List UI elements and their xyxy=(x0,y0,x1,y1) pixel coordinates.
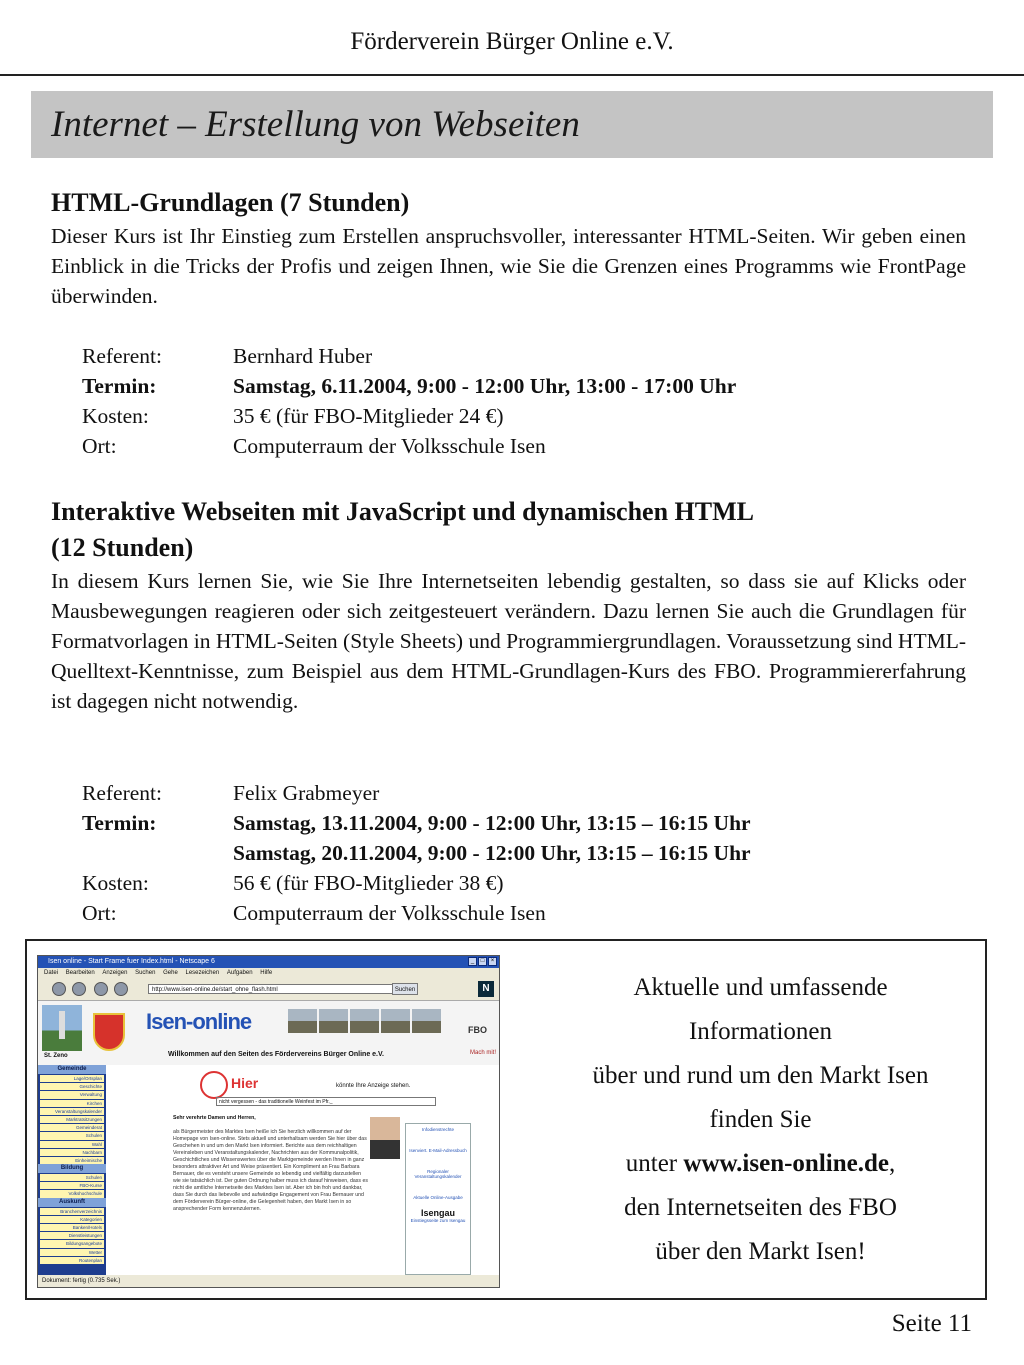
sidebar-item: Veranstaltungskalender xyxy=(40,1108,104,1115)
isengau-logo: Isengau xyxy=(420,1208,455,1218)
course1-referent-label: Referent: xyxy=(82,344,162,368)
place-label: St. Zeno xyxy=(44,1053,68,1059)
browser-toolbar xyxy=(38,978,499,1001)
promo-line4: finden Sie xyxy=(709,1106,812,1133)
course1-termin-row xyxy=(82,371,736,401)
sidebar-item: Verwaltung xyxy=(40,1091,104,1098)
hier-target-icon xyxy=(200,1071,228,1099)
course2-kosten-row xyxy=(82,868,751,898)
sidebar-item: Schulen xyxy=(40,1132,104,1139)
search-button: Suchen xyxy=(392,983,418,995)
course2-referent-row xyxy=(82,778,751,808)
section-title: Internet – Erstellung von Webseiten xyxy=(51,104,580,145)
course2-kosten-label: Kosten: xyxy=(82,871,149,895)
sidebar-item: Routenplan xyxy=(40,1257,104,1264)
church-photo xyxy=(42,1005,82,1051)
window-controls xyxy=(468,957,497,966)
menu-item: Aufgaben xyxy=(226,970,253,976)
course2-details xyxy=(82,778,751,928)
course2-termin2-spacer xyxy=(82,838,233,868)
sidebar-header: Bildung xyxy=(38,1164,106,1173)
sidebar-item: Volkshochschule xyxy=(40,1190,104,1197)
course2-ort: Computerraum der Volksschule Isen xyxy=(233,901,546,925)
promo-text xyxy=(548,966,973,1274)
browser-status: Dokument: fertig (0.735 Sek.) xyxy=(38,1275,499,1287)
course1-termin: Samstag, 6.11.2004, 9:00 - 12:00 Uhr, 13:00 - 17:00 Uhr xyxy=(233,374,737,398)
course2-termin2-row xyxy=(82,838,751,868)
course1-description: Dieser Kurs ist Ihr Einstieg zum Erstellen anspruchsvoller, interessanter HTML-Seiten. Wir geben einen Einblick in die Tricks der Profis und zeigen Ihnen, wie Sie die Grenzen eines Programms wie FrontPage überwinden. xyxy=(51,224,966,308)
mayor-text xyxy=(173,1115,368,1265)
browser-titlebar xyxy=(38,956,499,968)
netscape-logo: N xyxy=(478,981,494,997)
course1-details xyxy=(82,341,736,461)
course1-ort-label: Ort: xyxy=(82,434,117,458)
stop-icon xyxy=(114,982,128,996)
promo-url-prefix: unter xyxy=(625,1150,684,1177)
course1-kosten-label: Kosten: xyxy=(82,404,149,428)
sidebar-item: Kirchen xyxy=(40,1100,104,1107)
course2-ort-row xyxy=(82,898,751,928)
menu-item: Datei xyxy=(44,970,59,976)
promo-line6: den Internetseiten des FBO xyxy=(624,1194,897,1221)
promo-line3: über und rund um den Markt Isen xyxy=(592,1062,929,1089)
course2-termin-row xyxy=(82,808,751,838)
hier-label: Hier xyxy=(231,1075,259,1091)
minimize-icon: _ xyxy=(468,957,477,966)
promo-url[interactable]: www.isen-online.de xyxy=(683,1150,889,1177)
sidebar-item: Branchenverzeichnis xyxy=(40,1208,104,1215)
info-item: Isenviert. E-Mail-Adressbuch xyxy=(409,1148,467,1153)
ticker-input: nicht vergessen - das traditionelle Weinfest im Pfr._ xyxy=(216,1097,436,1106)
course2-heading-line1: Interaktive Webseiten mit JavaScript und dynamischen HTML xyxy=(51,497,755,526)
sidebar-header: Gemeinde xyxy=(38,1065,106,1074)
town-photos xyxy=(288,1009,441,1033)
menu-item: Hilfe xyxy=(260,970,273,976)
url-field: http://www.isen-online.de/start_ohne_flash.html xyxy=(148,984,398,994)
course2-termin1: Samstag, 13.11.2004, 9:00 - 12:00 Uhr, 13:15 – 16:15 Uhr xyxy=(233,811,751,835)
sidebar-item: FBO-Kurse xyxy=(40,1182,104,1189)
sidebar-item: Einheimische xyxy=(40,1157,104,1164)
close-icon: × xyxy=(488,957,497,966)
info-box xyxy=(405,1123,471,1275)
site-logo: Isen-online xyxy=(146,1009,252,1034)
page-header: Förderverein Bürger Online e.V. xyxy=(350,28,674,55)
course1-heading: HTML-Grundlagen (7 Stunden) xyxy=(51,188,410,217)
course2-description: In diesem Kurs lernen Sie, wie Sie Ihre Internetseiten lebendig gestalten, so dass sie auf Klicks oder Mausbewegungen reagieren oder sich zeitgesteuert verändern. Dazu lernen Sie auch die Grundlagen für Formatvorlagen in HTML-Seiten (Style Sheets) und Programmiergrundlagen. Voraussetzung sind HTML-Quelltext-Kenntnisse, zum Beispiel aus dem HTML-Grundlagen-Kurs des FBO. Programmiererfahrung ist dagegen nicht notwendig. xyxy=(51,569,966,713)
reload-icon xyxy=(94,982,108,996)
sidebar-header: Auskunft xyxy=(38,1198,106,1207)
menu-item: Suchen xyxy=(135,970,156,976)
sidebar-item: Gemeinderat xyxy=(40,1124,104,1131)
greeting: Sehr verehrte Damen und Herren, xyxy=(173,1115,256,1121)
sidebar-item: Wahl xyxy=(40,1141,104,1148)
sidebar-item: Kategorien xyxy=(40,1216,104,1223)
website-screenshot xyxy=(37,955,500,1288)
info-item: Regionaler Veranstaltungskalender xyxy=(414,1169,462,1179)
site-banner xyxy=(38,1001,499,1065)
section-banner xyxy=(31,91,993,158)
site-main xyxy=(108,1065,488,1275)
info-item: Aktuelle Online-Ausgabe xyxy=(413,1195,463,1200)
course2-termin-label: Termin: xyxy=(82,811,157,835)
browser-title: Isen online - Start Frame fuer Index.html - Netscape 6 xyxy=(48,958,215,965)
menu-item: Lesezeichen xyxy=(185,970,220,976)
menu-item: Bearbeiten xyxy=(65,970,95,976)
promo-line5 xyxy=(548,1142,973,1186)
course1-ort-row xyxy=(82,431,736,461)
maximize-icon: □ xyxy=(478,957,487,966)
mayor-body: als Bürgermeister des Marktes Isen heiße ich Sie herzlich willkommen auf der Homepage von Isen-online. Stets aktuell und unterhaltsam werden Sie hier über das Geschehen in und um den Markt Isen informiert. Berichte aus dem reichhaltigen Vereinsleben und Veranstaltungskalender, Nachrichten aus der Kommunalpolitik, Geschichtliches und Wissenswertes über die Marktgemeinde werden Ihnen in ganz besonders attraktiver Art und Weise präsentiert. Ein Kompliment an Frau Barbara Bernauer, die es versteht unsere Gemeinde so lebendig und vielfältig darzustellen wie sie tatsächlich ist. Der guten Ordnung halber muss ich darauf hinweisen, dass es nicht die amtliche Internetseite des Marktes Isen ist. Aber ich bin froh und dankbar, dass Sie durch das liebevolle und aufwändige Engagement von Frau Bernauer und dem Förderverein Bürger-online, die Gelegenheit haben, den Markt Isen in so ansprechender Form kennenzulernen. xyxy=(173,1129,368,1212)
sidebar-item: Banken/Hotels xyxy=(40,1224,104,1231)
course2-referent-label: Referent: xyxy=(82,781,162,805)
sidebar-item: Marktratsitzungen xyxy=(40,1116,104,1123)
course1-kosten-row xyxy=(82,401,736,431)
course2-termin2: Samstag, 20.11.2004, 9:00 - 12:00 Uhr, 13:15 – 16:15 Uhr xyxy=(233,841,751,865)
sidebar-item: Geschichte xyxy=(40,1083,104,1090)
back-icon xyxy=(52,982,66,996)
anzeige-text: könnte Ihre Anzeige stehen. xyxy=(336,1083,411,1089)
course1-termin-label: Termin: xyxy=(82,374,157,398)
sidebar-item: Lage/Ortsplan xyxy=(40,1075,104,1082)
sidebar-item: Bildungsangebote xyxy=(40,1240,104,1247)
sidebar-item: Schulen xyxy=(40,1174,104,1181)
course2-referent: Felix Grabmeyer xyxy=(233,781,380,805)
sidebar-item: Dienstleistungen xyxy=(40,1232,104,1239)
menu-item: Gehe xyxy=(163,970,178,976)
promo-url-suffix: , xyxy=(888,1150,896,1177)
course1-kosten: 35 € (für FBO-Mitglieder 24 €) xyxy=(233,404,504,428)
header-rule xyxy=(0,74,1024,76)
info-title: Infodienstrechte xyxy=(421,1127,455,1132)
menu-item: Anzeigen xyxy=(102,970,128,976)
course1-referent-row xyxy=(82,341,736,371)
site-sidebar xyxy=(38,1065,106,1275)
mayor-portrait xyxy=(370,1117,400,1159)
isengau-sub: Einstiegsseite zum Isengau xyxy=(410,1218,466,1223)
course1-referent: Bernhard Huber xyxy=(233,344,373,368)
fbo-label: FBO xyxy=(468,1025,487,1035)
sidebar-item: Wetter xyxy=(40,1249,104,1256)
sidebar-item: Nachbarn xyxy=(40,1149,104,1156)
welcome-text: Willkommen auf den Seiten des Fördervereins Bürger Online e.V. xyxy=(168,1051,384,1058)
promo-line7: über den Markt Isen! xyxy=(655,1238,866,1265)
promo-line2: Informationen xyxy=(688,1018,832,1045)
course1-ort: Computerraum der Volksschule Isen xyxy=(233,434,546,458)
course2 xyxy=(51,494,966,716)
page-number: Seite 11 xyxy=(891,1310,972,1337)
course1 xyxy=(51,185,966,311)
course2-kosten: 56 € (für FBO-Mitglieder 38 €) xyxy=(233,871,504,895)
forward-icon xyxy=(72,982,86,996)
course2-ort-label: Ort: xyxy=(82,901,117,925)
mach-mit: Mach mit! xyxy=(470,1050,497,1056)
promo-line1: Aktuelle und umfassende xyxy=(633,974,888,1001)
course2-heading-line2: (12 Stunden) xyxy=(51,533,194,562)
browser-menu xyxy=(38,968,499,978)
crest-icon xyxy=(93,1013,125,1051)
